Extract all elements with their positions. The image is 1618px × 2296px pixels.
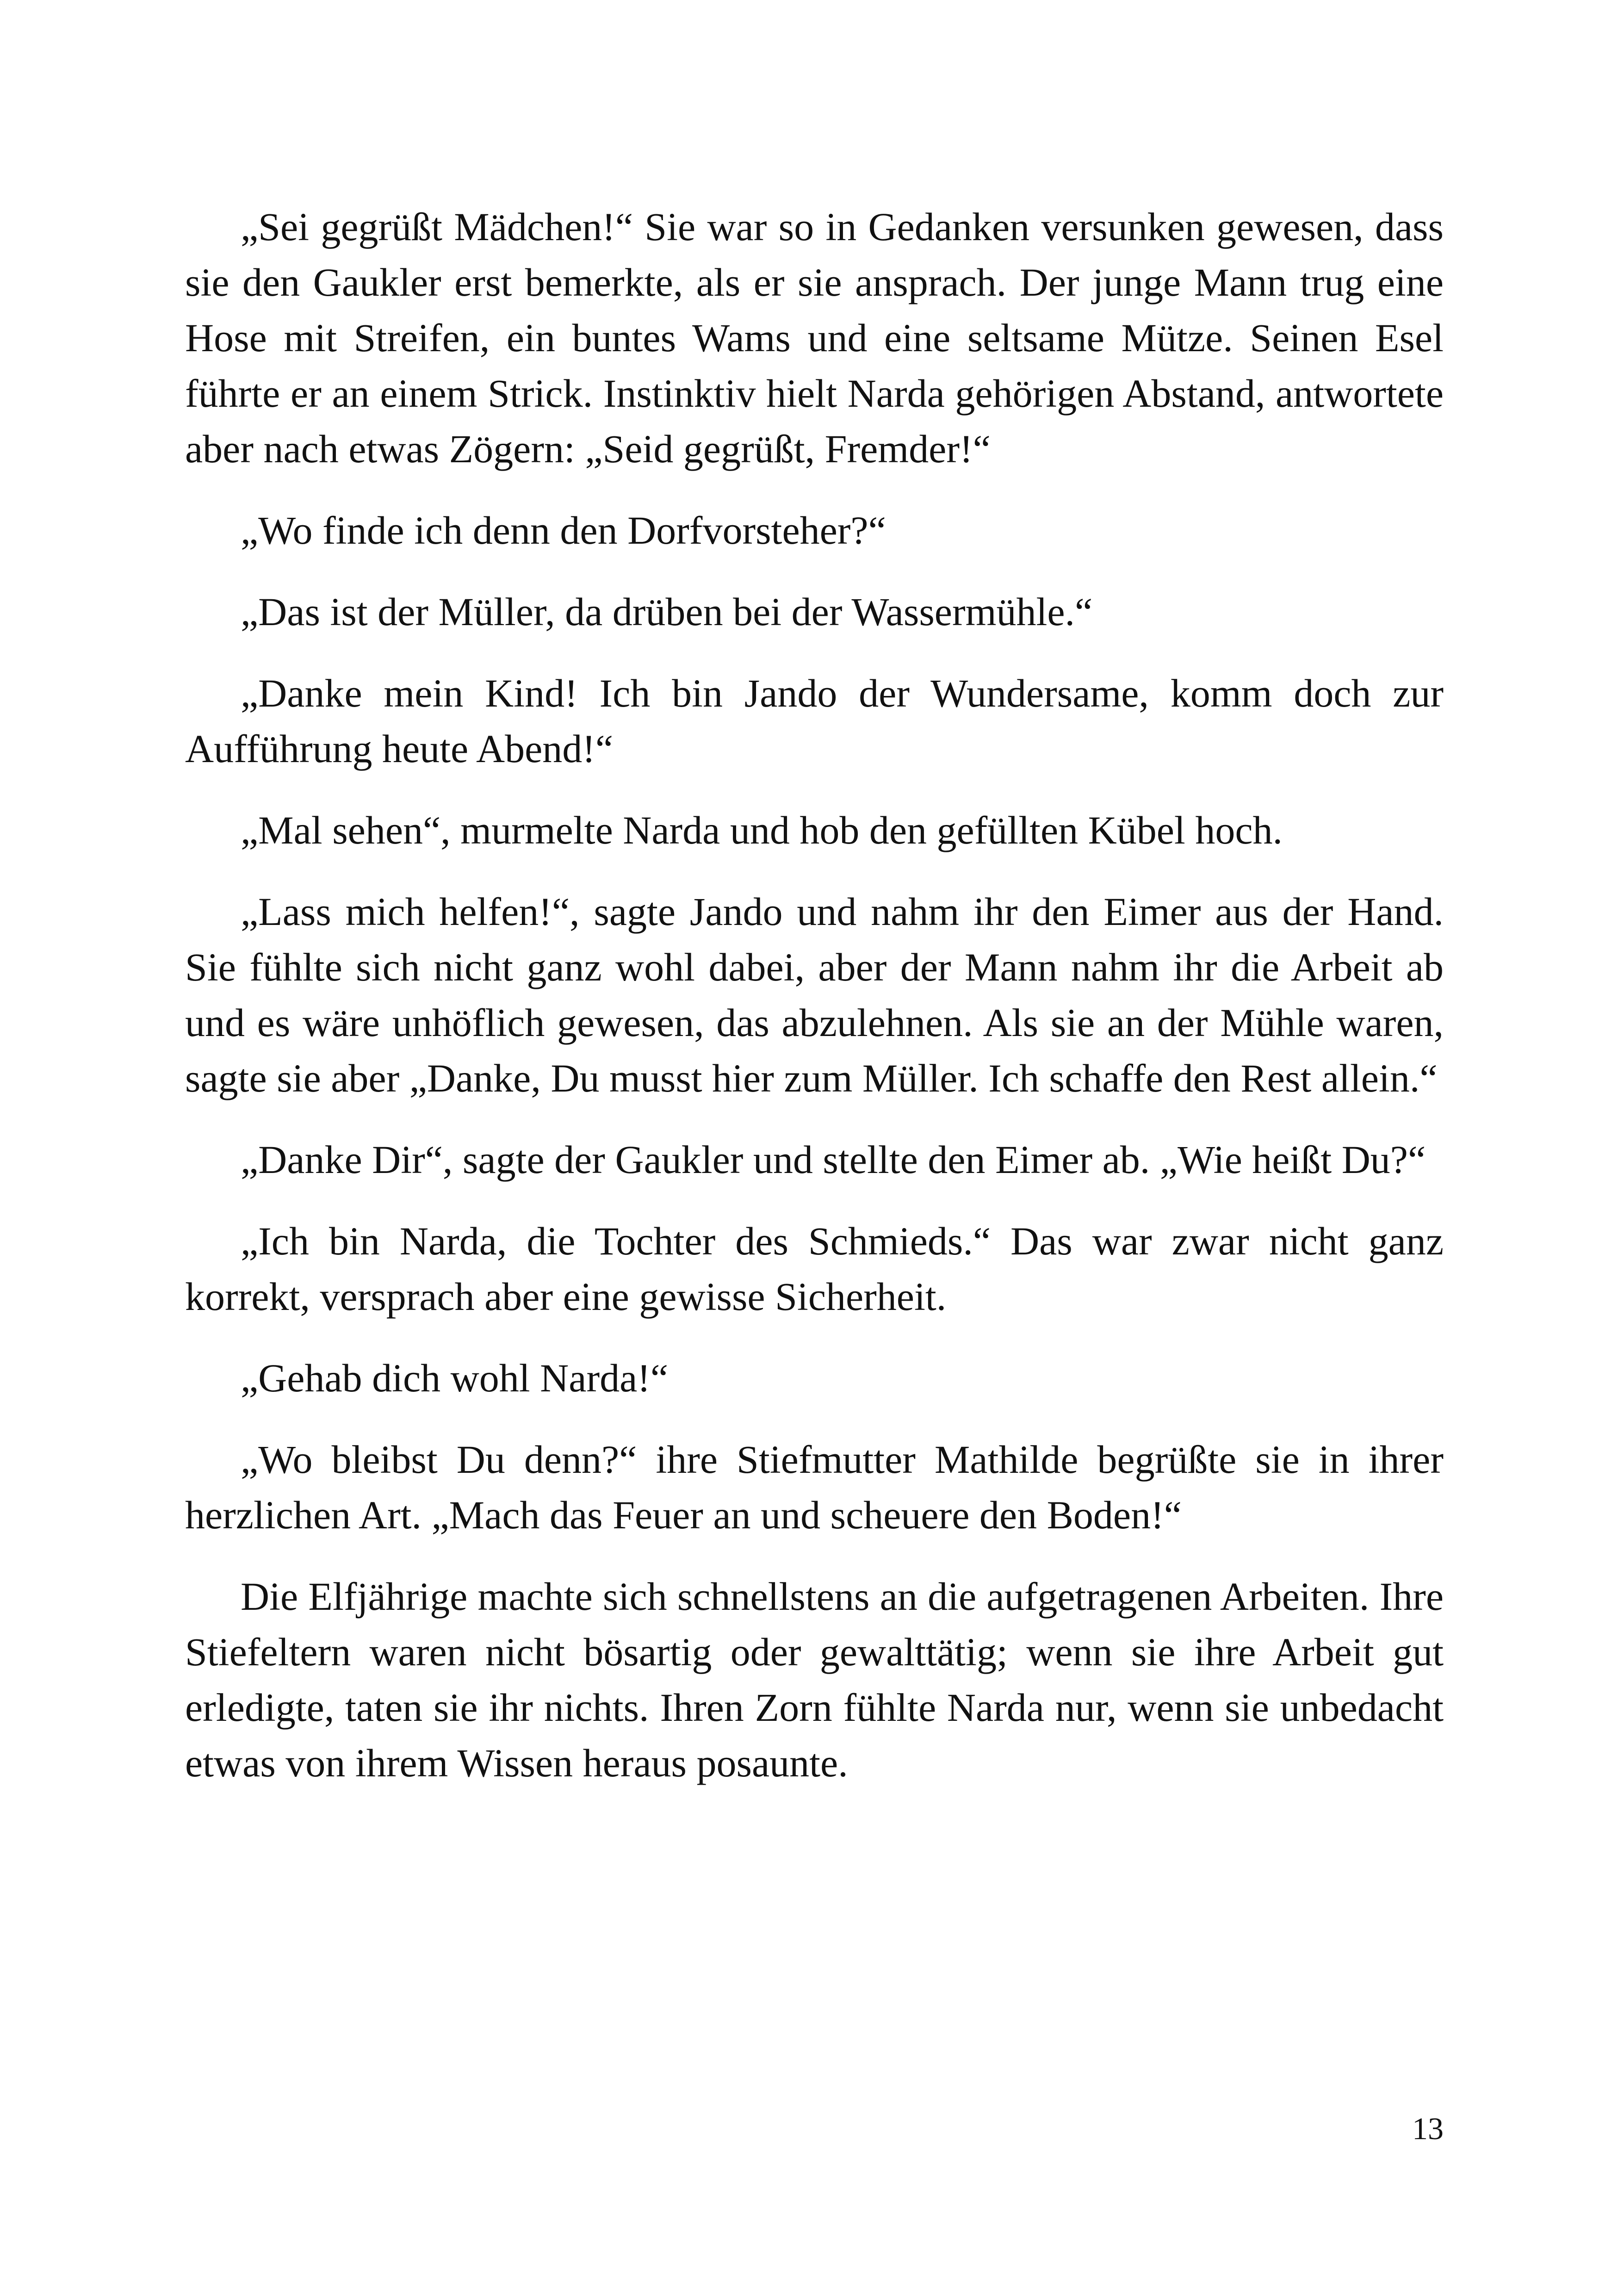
paragraph-3: „Das ist der Müller, da drüben bei der Wassermühle.“: [241, 590, 1093, 634]
paragraph-9: „Gehab dich wohl Narda!“: [241, 1356, 669, 1400]
page-body: [185, 199, 1444, 1817]
page-number: 13: [1412, 2111, 1444, 2146]
paragraph-2: „Wo finde ich denn den Dorfvorsteher?“: [241, 508, 886, 552]
paragraph-6: „Lass mich helfen!“, sagte Jando und nahm ihr den Eimer aus der Hand. Sie fühlte sich nicht ganz wohl dabei, aber der Mann nahm ihr die Arbeit ab und es wäre unhöflich gewesen, das abzulehnen. Als sie an der Mühle waren, sagte sie aber „Danke, Du musst hier zum Müller. Ich schaffe den Rest allein.“: [185, 889, 1444, 1100]
paragraph-10: „Wo bleibst Du denn?“ ihre Stiefmutter Mathilde begrüßte sie in ihrer herzlichen Art. „Mach das Feuer an und scheuere den Boden!“: [185, 1437, 1444, 1537]
paragraph-7: „Danke Dir“, sagte der Gaukler und stellte den Eimer ab. „Wie heißt Du?“: [241, 1137, 1426, 1182]
paragraph-5: „Mal sehen“, murmelte Narda und hob den gefüllten Kübel hoch.: [241, 808, 1283, 852]
paragraph-11: Die Elfjährige machte sich schnellstens an die aufgetragenen Arbeiten. Ihre Stiefeltern waren nicht bösartig oder gewalttätig; wenn sie ihre Arbeit gut erledigte, taten sie ihr nichts. Ihren Zorn fühlte Narda nur, wenn sie unbedacht etwas von ihrem Wissen heraus posaunte.: [185, 1574, 1444, 1785]
paragraph-8: „Ich bin Narda, die Tochter des Schmieds.“ Das war zwar nicht ganz korrekt, versprach aber eine gewisse Sicherheit.: [185, 1219, 1444, 1319]
paragraph-1: „Sei gegrüßt Mädchen!“ Sie war so in Gedanken versunken gewesen, dass sie den Gaukler erst bemerkte, als er sie ansprach. Der junge Mann trug eine Hose mit Streifen, ein buntes Wams und eine seltsame Mütze. Seinen Esel führte er an einem Strick. Instinktiv hielt Narda gehörigen Abstand, antwortete aber nach etwas Zögern: „Seid gegrüßt, Fremder!“: [185, 205, 1444, 471]
paragraph-4: „Danke mein Kind! Ich bin Jando der Wundersame, komm doch zur Aufführung heute Abend!“: [185, 671, 1444, 771]
